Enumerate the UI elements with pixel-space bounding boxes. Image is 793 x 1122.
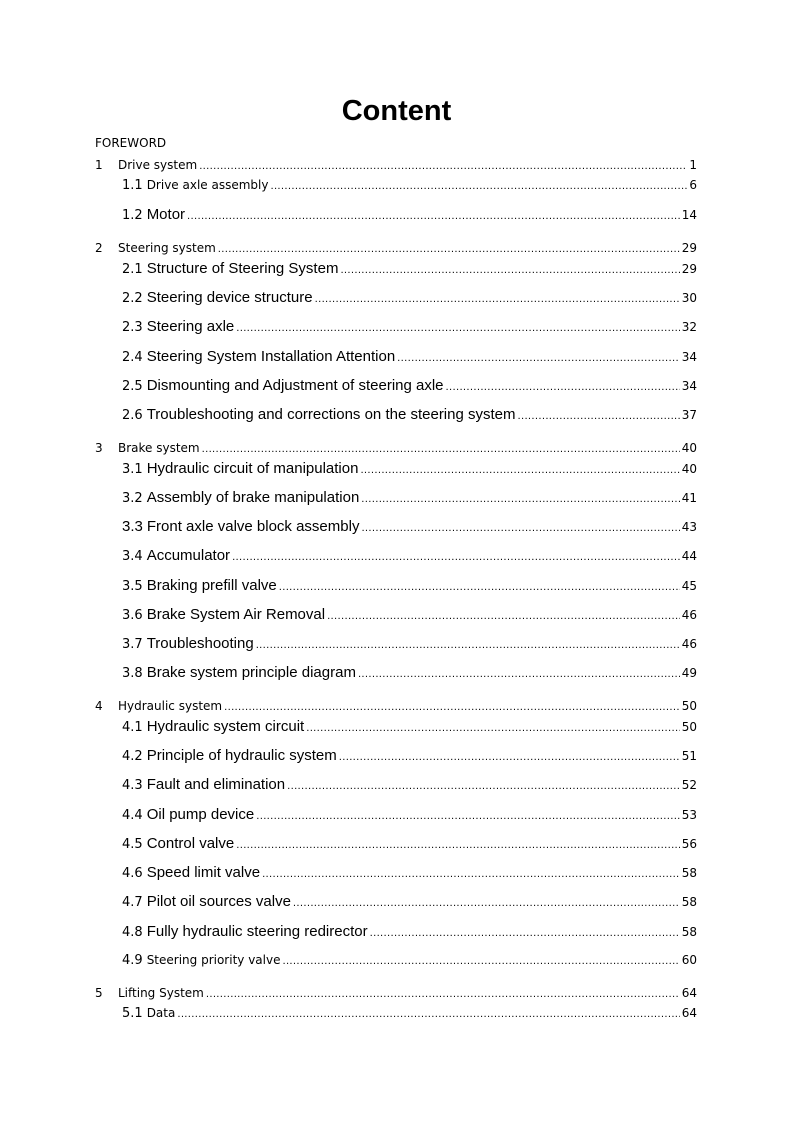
dot-leader (282, 956, 679, 967)
page-number: 43 (681, 520, 697, 534)
section-title: Brake System Air Removal (146, 606, 326, 623)
toc-chapter-lifting-system[interactable] (95, 986, 697, 1000)
section-number: 3.3 (122, 518, 143, 535)
dot-leader (340, 265, 679, 276)
section-title: Steering priority valve (146, 953, 281, 967)
page-number: 51 (681, 749, 697, 763)
page-number: 53 (681, 808, 697, 822)
page-number: 30 (681, 291, 697, 305)
section-number: 3.6 (122, 608, 143, 623)
toc-section-3-4[interactable] (122, 547, 697, 564)
toc-section-3-3[interactable] (122, 518, 697, 535)
page-number: 50 (681, 699, 697, 713)
section-number: 2.6 (122, 408, 143, 423)
section-number: 3.5 (122, 579, 143, 594)
page-number: 50 (681, 720, 697, 734)
page-title: Content (341, 95, 452, 127)
section-title: Dismounting and Adjustment of steering axle (146, 377, 444, 394)
dot-leader (270, 181, 687, 192)
toc-section-3-5[interactable] (122, 577, 697, 594)
toc-section-3-6[interactable] (122, 606, 697, 623)
section-number: 2.4 (122, 350, 143, 365)
section-number: 4.9 (122, 953, 143, 968)
dot-leader (370, 928, 680, 939)
section-number: 2.5 (122, 379, 143, 394)
section-number: 1.2 (122, 208, 143, 223)
dot-leader (236, 840, 679, 851)
toc-section-4-5[interactable] (122, 835, 697, 852)
page-number: 58 (681, 866, 697, 880)
page-number: 49 (681, 666, 697, 680)
page-number: 1 (689, 158, 697, 172)
dot-leader (224, 702, 680, 713)
section-title: Principle of hydraulic system (146, 747, 337, 764)
page-number: 41 (681, 491, 697, 505)
page-number: 6 (689, 178, 697, 192)
section-number: 2.1 (122, 262, 143, 277)
section-title: Troubleshooting (146, 635, 254, 652)
page-number: 34 (681, 350, 697, 364)
toc-section-5-1[interactable] (122, 1006, 697, 1021)
dot-leader (327, 611, 680, 622)
section-number: 4.5 (122, 837, 143, 852)
section-title: Assembly of brake manipulation (146, 489, 360, 506)
dot-leader (306, 723, 680, 734)
dot-leader (236, 323, 679, 334)
section-number: 1.1 (122, 178, 143, 193)
section-number: 4.3 (122, 778, 143, 793)
chapter-title: Drive system (118, 158, 198, 172)
dot-leader (358, 669, 680, 680)
toc-section-2-1[interactable] (122, 260, 697, 277)
toc-section-3-2[interactable] (122, 489, 697, 506)
toc-section-2-3[interactable] (122, 318, 697, 335)
page-number: 40 (681, 462, 697, 476)
section-number: 4.6 (122, 866, 143, 881)
page-number: 46 (681, 637, 697, 651)
dot-leader (232, 552, 680, 563)
toc-section-4-1[interactable] (122, 718, 697, 735)
section-title: Steering System Installation Attention (146, 348, 396, 365)
page-number: 56 (681, 837, 697, 851)
page-number: 45 (681, 579, 697, 593)
dot-leader (339, 752, 680, 763)
section-title: Hydraulic circuit of manipulation (146, 460, 359, 477)
toc-section-2-2[interactable] (122, 289, 697, 306)
dot-leader (293, 898, 680, 909)
section-title: Structure of Steering System (146, 260, 339, 277)
section-title: Steering axle (146, 318, 235, 335)
section-number: 3.1 (122, 462, 143, 477)
foreword-entry[interactable]: FOREWORD (95, 136, 167, 150)
toc-section-1-2[interactable] (122, 206, 697, 223)
page-number: 14 (681, 208, 697, 222)
toc-section-4-9[interactable] (122, 953, 697, 968)
section-number: 4.4 (122, 808, 143, 823)
toc-section-2-6[interactable] (122, 406, 697, 423)
dot-leader (287, 781, 680, 792)
chapter-number: 5 (95, 986, 103, 1000)
dot-leader (518, 411, 680, 422)
section-number: 4.2 (122, 749, 143, 764)
section-title: Pilot oil sources valve (146, 893, 291, 910)
section-title: Data (146, 1006, 176, 1020)
dot-leader (360, 465, 679, 476)
chapter-number: 2 (95, 241, 103, 255)
section-number: 4.8 (122, 925, 143, 940)
page-number: 29 (681, 262, 697, 276)
chapter-title: Lifting System (118, 986, 204, 1000)
section-title: Front axle valve block assembly (146, 518, 360, 535)
toc-section-2-4[interactable] (122, 348, 697, 365)
toc-section-4-3[interactable] (122, 776, 697, 793)
page-number: 40 (681, 441, 697, 455)
toc-section-3-8[interactable] (122, 664, 697, 681)
section-title: Troubleshooting and corrections on the steering system (146, 406, 516, 423)
toc-chapter-hydraulic-system[interactable] (95, 699, 697, 713)
dot-leader (202, 444, 680, 455)
toc-chapter-steering-system[interactable] (95, 241, 697, 255)
toc-section-3-1[interactable] (122, 460, 697, 477)
chapter-number: 4 (95, 699, 103, 713)
section-number: 3.8 (122, 666, 143, 681)
page-number: 60 (681, 953, 697, 967)
page-number: 37 (681, 408, 697, 422)
dot-leader (361, 494, 679, 505)
section-number: 3.2 (122, 491, 143, 506)
toc-section-4-2[interactable] (122, 747, 697, 764)
chapter-number: 3 (95, 441, 103, 455)
toc-section-4-7[interactable] (122, 893, 697, 910)
dot-leader (262, 869, 680, 880)
toc-section-2-5[interactable] (122, 377, 697, 394)
chapter-number: 1 (95, 158, 103, 172)
toc-chapter-brake-system[interactable] (95, 441, 697, 455)
section-title: Fully hydraulic steering redirector (146, 923, 368, 940)
page-number: 58 (681, 895, 697, 909)
section-title: Speed limit valve (146, 864, 261, 881)
dot-leader (177, 1009, 679, 1020)
section-number: 3.4 (122, 549, 143, 564)
dot-leader (256, 811, 679, 822)
dot-leader (446, 382, 680, 393)
page-number: 29 (681, 241, 697, 255)
chapter-title: Brake system (118, 441, 200, 455)
section-title: Hydraulic system circuit (146, 718, 305, 735)
dot-leader (397, 353, 680, 364)
section-title: Control valve (146, 835, 235, 852)
chapter-title: Steering system (118, 241, 216, 255)
dot-leader (218, 244, 680, 255)
page-number: 52 (681, 778, 697, 792)
section-title: Accumulator (146, 547, 231, 564)
dot-leader (206, 989, 680, 1000)
toc-section-3-7[interactable] (122, 635, 697, 652)
section-title: Braking prefill valve (146, 577, 277, 594)
dot-leader (199, 161, 687, 172)
section-number: 3.7 (122, 637, 143, 652)
toc-chapter-drive-system[interactable] (95, 158, 697, 172)
page-number: 64 (681, 1006, 697, 1020)
section-number: 4.7 (122, 895, 143, 910)
page-number: 64 (681, 986, 697, 1000)
toc-section-4-6[interactable] (122, 864, 697, 881)
page-number: 34 (681, 379, 697, 393)
section-title: Oil pump device (146, 806, 255, 823)
section-title: Steering device structure (146, 289, 313, 306)
page-number: 32 (681, 320, 697, 334)
section-title: Fault and elimination (146, 776, 286, 793)
section-number: 2.3 (122, 320, 143, 335)
page-number: 58 (681, 925, 697, 939)
section-title: Brake system principle diagram (146, 664, 356, 681)
toc-section-4-8[interactable] (122, 923, 697, 940)
section-title: Motor (146, 206, 186, 223)
dot-leader (279, 582, 680, 593)
chapter-title: Hydraulic system (118, 699, 223, 713)
section-number: 2.2 (122, 291, 143, 306)
dot-leader (315, 294, 680, 305)
page-number: 46 (681, 608, 697, 622)
toc-section-1-1[interactable] (122, 178, 697, 193)
toc-section-4-4[interactable] (122, 806, 697, 823)
dot-leader (256, 640, 680, 651)
dot-leader (361, 523, 679, 534)
section-number: 5.1 (122, 1006, 143, 1021)
section-title: Drive axle assembly (146, 178, 269, 192)
dot-leader (187, 211, 680, 222)
page-number: 44 (681, 549, 697, 563)
section-number: 4.1 (122, 720, 143, 735)
